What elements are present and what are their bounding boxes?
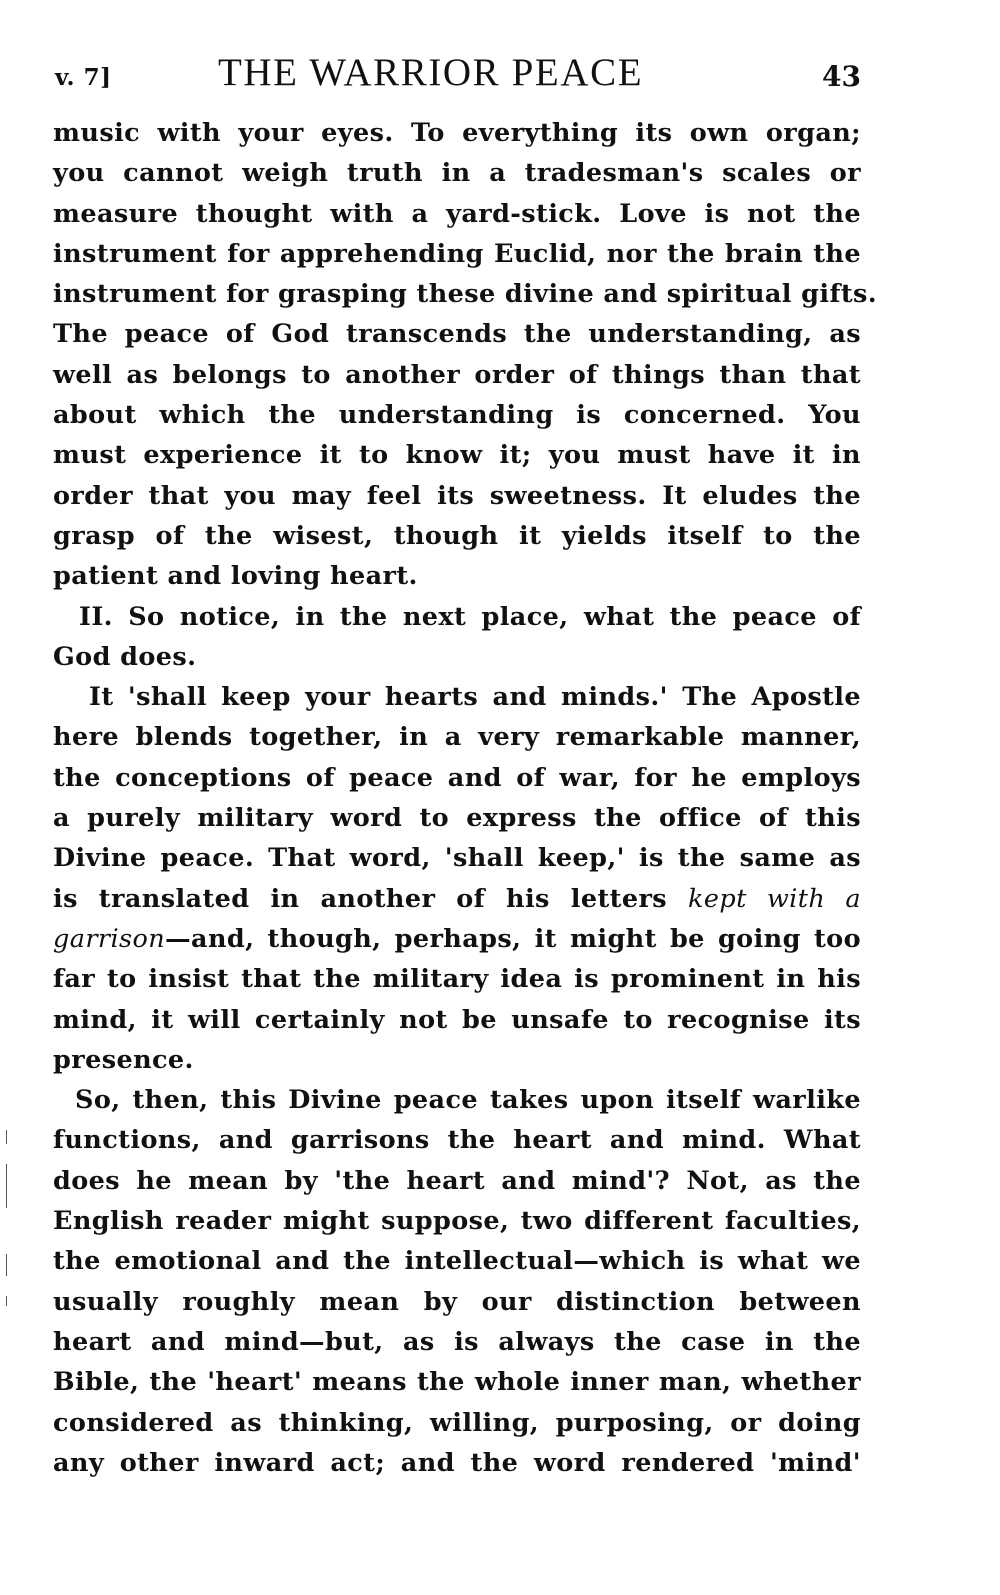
text-line: functions, and garrisons the heart and mind. What <box>53 1125 861 1156</box>
section-reference: v. 7] <box>55 64 112 91</box>
text-line: considered as thinking, willing, purposing, or doing <box>53 1407 861 1438</box>
italic-phrase: kept with a <box>688 883 861 914</box>
italic-phrase: garrison <box>53 923 166 954</box>
text-line: well as belongs to another order of things than that <box>53 359 861 390</box>
text-line: heart and mind—but, as is always the case in the <box>53 1326 861 1357</box>
text-line <box>53 879 861 919</box>
text-line: a purely military word to express the office of this <box>53 803 861 834</box>
text-line: English reader might suppose, two different faculties, <box>53 1206 861 1237</box>
text-line: order that you may feel its sweetness. It eludes the <box>53 480 861 511</box>
text-line: God does. <box>53 641 197 672</box>
text-line: here blends together, in a very remarkable manner, <box>53 722 861 753</box>
text-line: music with your eyes. To everything its own organ; <box>53 118 861 148</box>
text-line: the emotional and the intellectual—which is what we <box>53 1246 861 1277</box>
text-line: mind, it will certainly not be unsafe to recognise its <box>53 1004 861 1035</box>
text-line: instrument for apprehending Euclid, nor the brain the <box>53 238 861 269</box>
text-line: far to insist that the military idea is prominent in his <box>53 964 861 995</box>
text-line: must experience it to know it; you must have it in <box>53 440 861 471</box>
scan-mark <box>6 1164 7 1208</box>
text-line: does he mean by 'the heart and mind'? Not, as the <box>53 1165 861 1196</box>
scan-mark <box>6 1130 7 1144</box>
text-line: The peace of God transcends the understanding, as <box>53 319 861 350</box>
text-line: II. So notice, in the next place, what the peace of <box>79 601 861 632</box>
scan-mark <box>6 1296 7 1306</box>
text-line: about which the understanding is concerned. You <box>53 400 861 431</box>
chapter-title: THE WARRIOR PEACE <box>218 51 644 94</box>
text-line: So, then, this Divine peace takes upon itself warlike <box>75 1085 861 1116</box>
text-line: It 'shall keep your hearts and minds.' The Apostle <box>89 682 861 713</box>
text-line: any other inward act; and the word rendered 'mind' <box>53 1447 861 1478</box>
text-line: Divine peace. That word, 'shall keep,' is the same as <box>53 843 861 874</box>
text-line: you cannot weigh truth in a tradesman's scales or <box>53 158 861 189</box>
body-text <box>53 113 878 1483</box>
text-segment: is translated in another of his letters <box>53 883 668 914</box>
text-line: instrument for grasping these divine and spiritual gifts. <box>53 279 878 310</box>
text-line: the conceptions of peace and of war, for he employs <box>53 762 861 793</box>
text-segment: —and, though, perhaps, it might be going too <box>165 923 861 954</box>
scan-margin-marks <box>6 1130 10 1310</box>
text-line: presence. <box>53 1044 194 1075</box>
running-head <box>55 44 863 94</box>
text-line <box>53 919 861 959</box>
page-number: 43 <box>822 60 861 93</box>
scan-mark <box>6 1254 7 1276</box>
text-line: grasp of the wisest, though it yields itself to the <box>53 520 861 551</box>
text-line: measure thought with a yard-stick. Love is not the <box>53 198 861 229</box>
text-line: patient and loving heart. <box>53 561 418 592</box>
text-line: Bible, the 'heart' means the whole inner man, whether <box>53 1367 861 1398</box>
text-line: usually roughly mean by our distinction between <box>53 1286 861 1317</box>
